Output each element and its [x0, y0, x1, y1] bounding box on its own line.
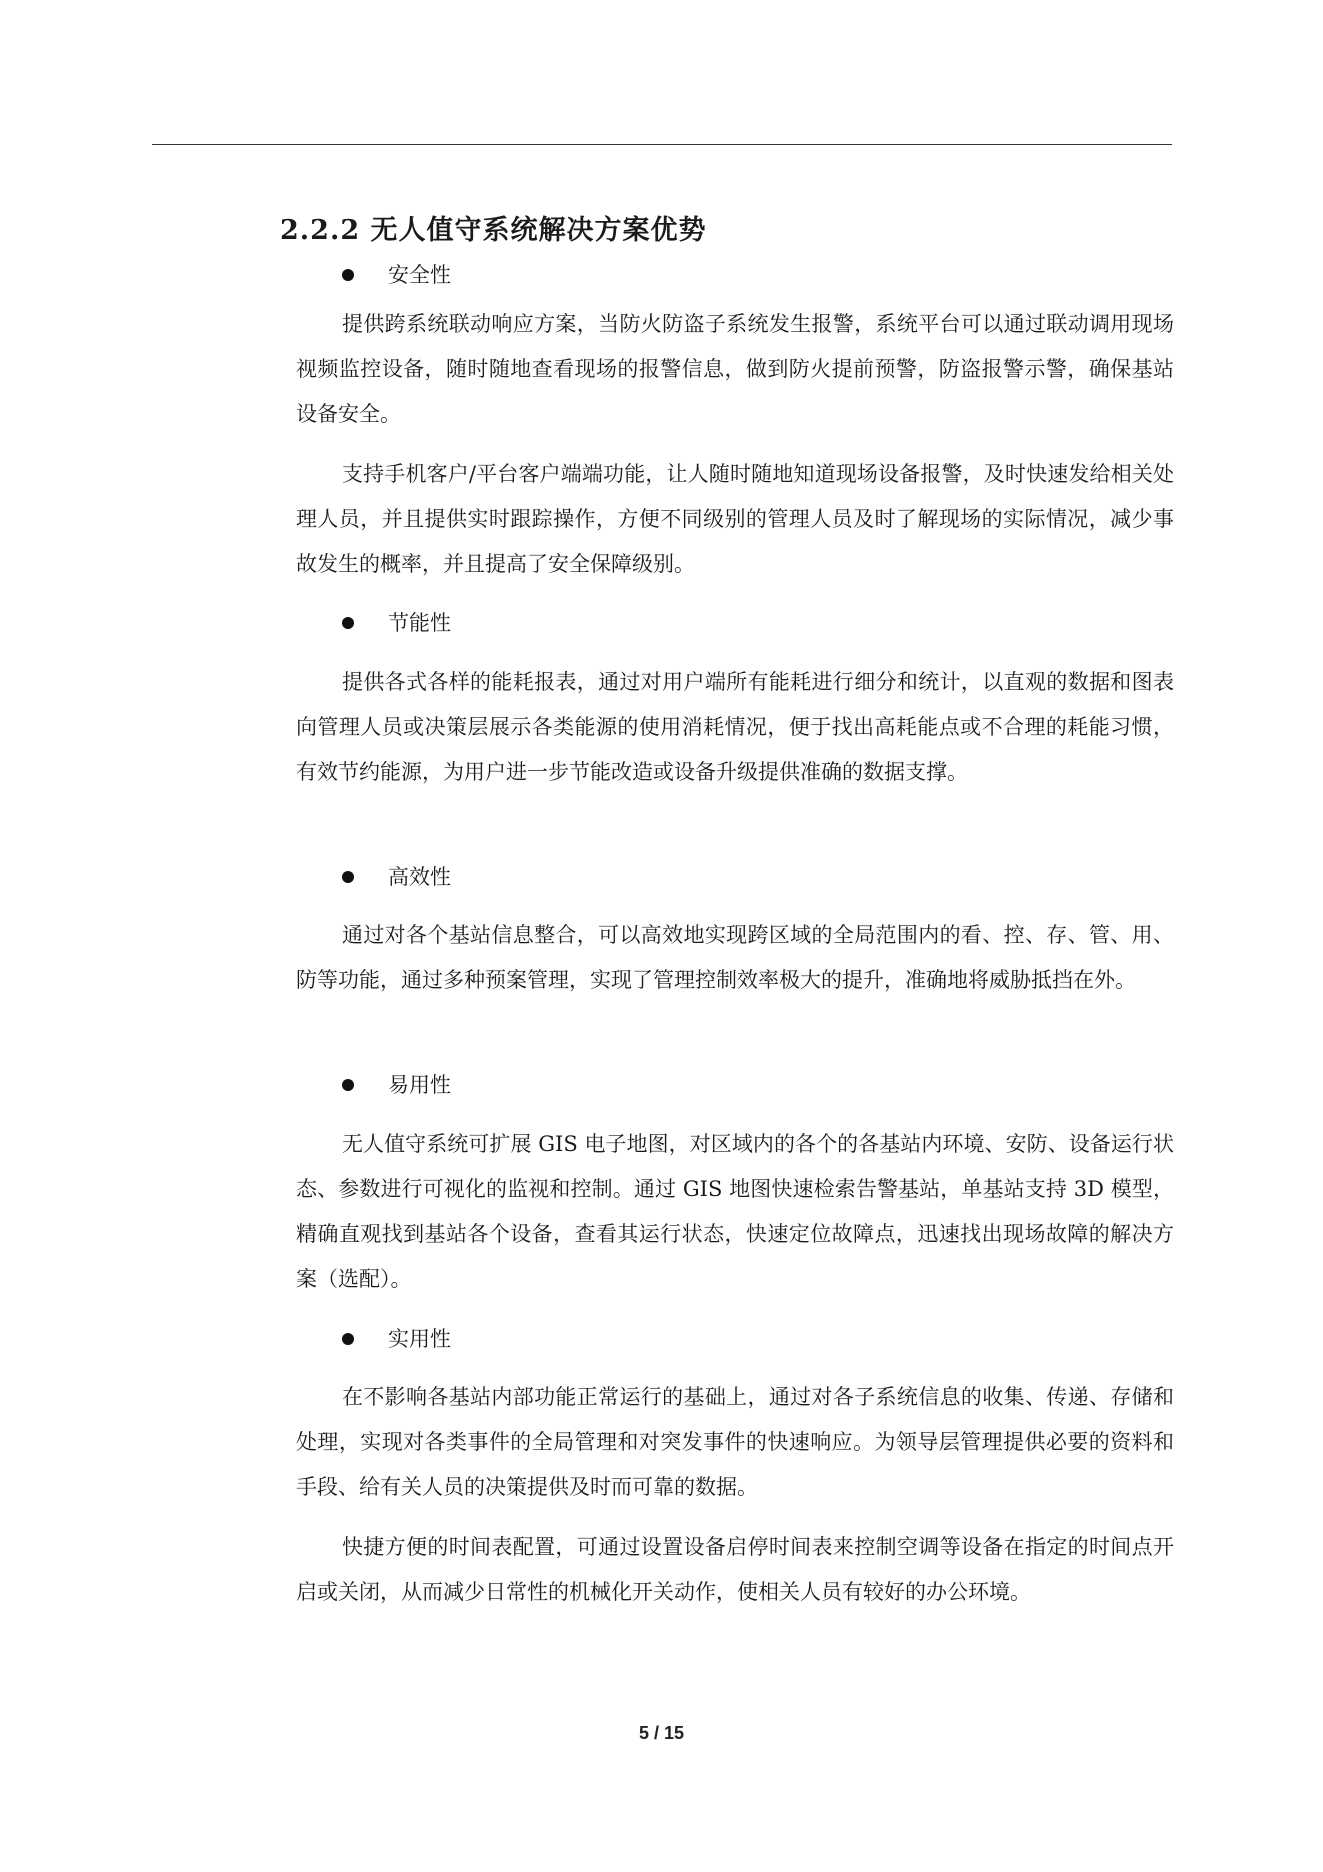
- paragraph-safety-1: 提供跨系统联动响应方案，当防火防盗子系统发生报警，系统平台可以通过联动调用现场视频监控设备，随时随地查看现场的报警信息，做到防火提前预警，防盗报警示警，确保基站设备安全。: [296, 312, 1174, 426]
- bullet-label: 易用性: [388, 1073, 451, 1097]
- bullet-dot-icon: [342, 269, 354, 281]
- paragraph-practicality-2: 快捷方便的时间表配置，可通过设置设备启停时间表来控制空调等设备在指定的时间点开启或关闭，从而减少日常性的机械化开关动作，使相关人员有较好的办公环境。: [296, 1535, 1174, 1604]
- paragraph-usability-1: 无人值守系统可扩展 GIS 电子地图，对区域内的各个的各基站内环境、安防、设备运行状态、参数进行可视化的监视和控制。通过 GIS 地图快速检索告警基站，单基站支持 3D 模型，精确直观找到基站各个设备，查看其运行状态，快速定位故障点，迅速找出现场故障的解决方案（选配）。: [296, 1132, 1174, 1291]
- bullet-label: 高效性: [388, 865, 451, 889]
- bullet-label: 安全性: [388, 263, 451, 287]
- section-title: 2.2.2 无人值守系统解决方案优势: [280, 215, 707, 246]
- header-rule: [152, 144, 1172, 145]
- bullet-dot-icon: [342, 871, 354, 883]
- bullet-dot-icon: [342, 617, 354, 629]
- paragraph-efficiency-1: 通过对各个基站信息整合，可以高效地实现跨区域的全局范围内的看、控、存、管、用、防等功能，通过多种预案管理，实现了管理控制效率极大的提升，准确地将威胁抵挡在外。: [296, 923, 1174, 992]
- bullet-dot-icon: [342, 1333, 354, 1345]
- bullet-dot-icon: [342, 1079, 354, 1091]
- page-number: 5 / 15: [638, 1723, 685, 1743]
- bullet-label: 实用性: [388, 1327, 451, 1351]
- paragraph-safety-2: 支持手机客户/平台客户端端功能，让人随时随地知道现场设备报警，及时快速发给相关处理人员，并且提供实时跟踪操作，方便不同级别的管理人员及时了解现场的实际情况，减少事故发生的概率，并且提高了安全保障级别。: [296, 462, 1174, 576]
- paragraph-energy-1: 提供各式各样的能耗报表，通过对用户端所有能耗进行细分和统计，以直观的数据和图表向管理人员或决策层展示各类能源的使用消耗情况，便于找出高耗能点或不合理的耗能习惯，有效节约能源，为用户进一步节能改造或设备升级提供准确的数据支撑。: [296, 670, 1174, 784]
- paragraph-practicality-1: 在不影响各基站内部功能正常运行的基础上，通过对各子系统信息的收集、传递、存储和处理，实现对各类事件的全局管理和对突发事件的快速响应。为领导层管理提供必要的资料和手段、给有关人员的决策提供及时而可靠的数据。: [296, 1385, 1174, 1499]
- bullet-label: 节能性: [388, 611, 451, 635]
